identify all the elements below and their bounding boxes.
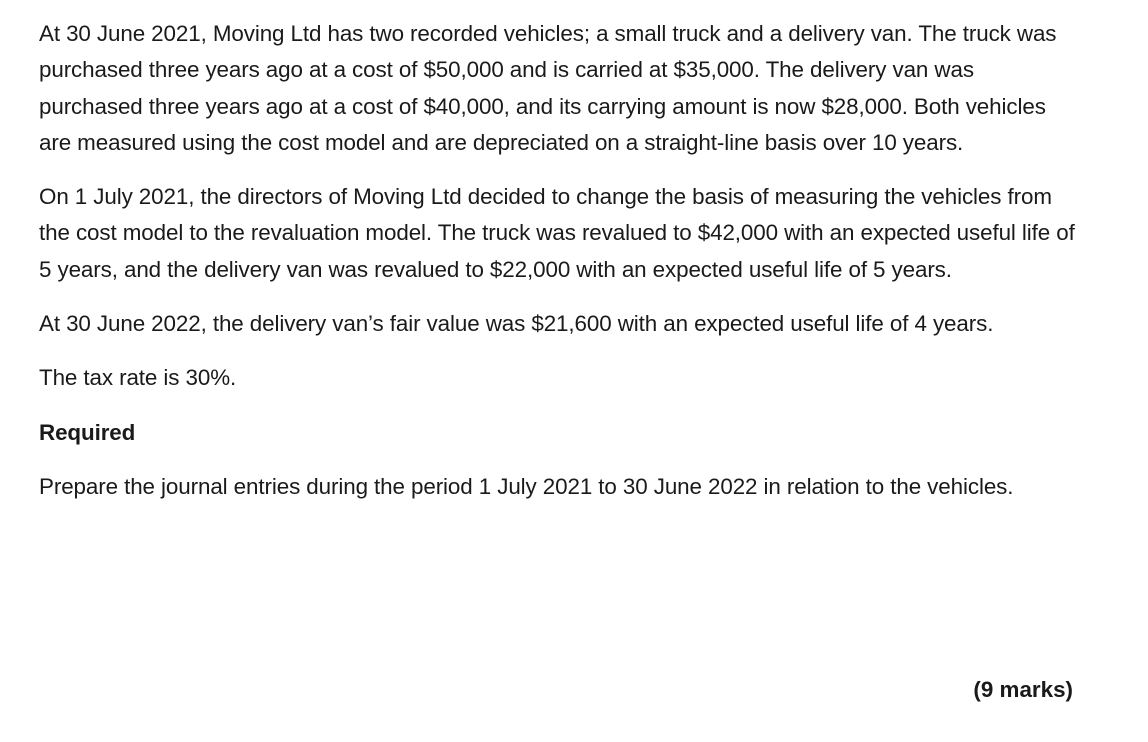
marks-label: (9 marks): [973, 677, 1073, 702]
scenario-paragraph: At 30 June 2021, Moving Ltd has two recorded vehicles; a small truck and a delivery van. The truck was purchased three years ago at a cost of $50,000 and is carried at $35,000. The delivery van was purchased three years ago at a cost of $40,000, and its carrying amount is now $28,000. Both vehicles are measured using the cost model and are depreciated on a straight-line basis over 10 years.: [39, 21, 1057, 155]
fair-value-paragraph: At 30 June 2022, the delivery van’s fair value was $21,600 with an expected useful life of 4 years.: [39, 311, 994, 337]
tax-rate-paragraph: The tax rate is 30%.: [39, 365, 237, 391]
question-document: [39, 16, 1079, 505]
required-heading: Required: [39, 419, 136, 445]
instruction-paragraph: Prepare the journal entries during the period 1 July 2021 to 30 June 2022 in relation to the vehicles.: [39, 473, 1014, 499]
revaluation-paragraph: On 1 July 2021, the directors of Moving Ltd decided to change the basis of measuring the vehicles from the cost model to the revaluation model. The truck was revalued to $42,000 with an expected useful life of 5 years, and the delivery van was revalued to $22,000 with an expected useful life of 5 years.: [39, 184, 1075, 282]
